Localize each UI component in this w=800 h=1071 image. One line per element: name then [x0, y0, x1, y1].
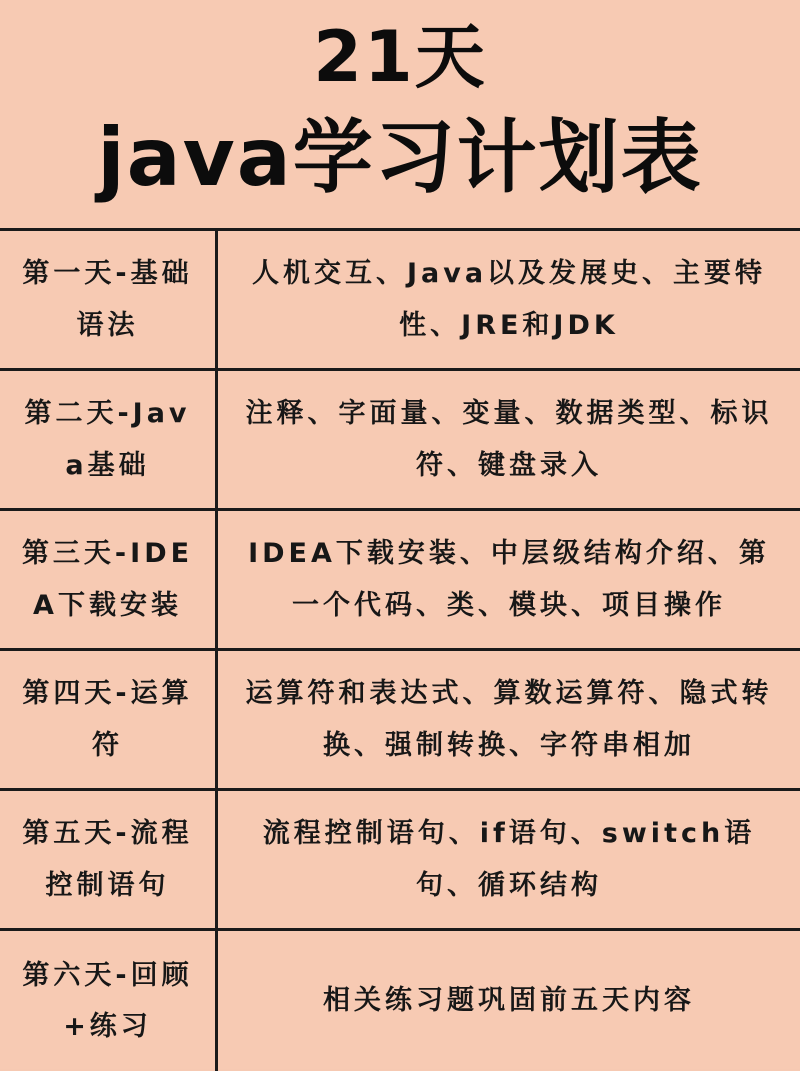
day-cell [0, 231, 218, 368]
day-cell [0, 931, 218, 1071]
table-row-day-3 [0, 511, 800, 651]
table-row-day-4 [0, 651, 800, 791]
table-row-day-6 [0, 931, 800, 1071]
day-label: 第三天-IDEA下载安装 [21, 538, 194, 621]
content-label: 相关练习题巩固前五天内容 [323, 985, 695, 1017]
day-label: 第六天-回顾+练习 [22, 959, 193, 1042]
day-label: 第五天-流程控制语句 [22, 818, 193, 901]
table-row-day-2 [0, 371, 800, 511]
title-days: 21天 [313, 16, 487, 98]
content-label: 人机交互、Java以及发展史、主要特性、JRE和JDK [251, 258, 767, 341]
day-label: 第四天-运算符 [22, 678, 193, 761]
content-label: 注释、字面量、变量、数据类型、标识符、键盘录入 [245, 398, 773, 481]
table-row-day-5 [0, 791, 800, 931]
table-row-day-1 [0, 231, 800, 371]
content-cell [218, 511, 800, 648]
day-cell [0, 791, 218, 928]
day-cell [0, 651, 218, 788]
poster-header [0, 0, 800, 228]
study-plan-table [0, 228, 800, 1069]
day-cell [0, 371, 218, 508]
content-cell [218, 791, 800, 928]
title-plan: java学习计划表 [97, 111, 703, 204]
day-cell [0, 511, 218, 648]
day-label: 第一天-基础语法 [22, 258, 193, 341]
content-cell [218, 931, 800, 1071]
content-label: IDEA下载安装、中层级结构介绍、第一个代码、类、模块、项目操作 [248, 538, 770, 621]
content-label: 流程控制语句、if语句、switch语句、循环结构 [262, 818, 756, 901]
content-cell [218, 371, 800, 508]
content-cell [218, 651, 800, 788]
content-label: 运算符和表达式、算数运算符、隐式转换、强制转换、字符串相加 [245, 678, 773, 761]
day-label: 第二天-Java基础 [24, 398, 191, 481]
content-cell [218, 231, 800, 368]
